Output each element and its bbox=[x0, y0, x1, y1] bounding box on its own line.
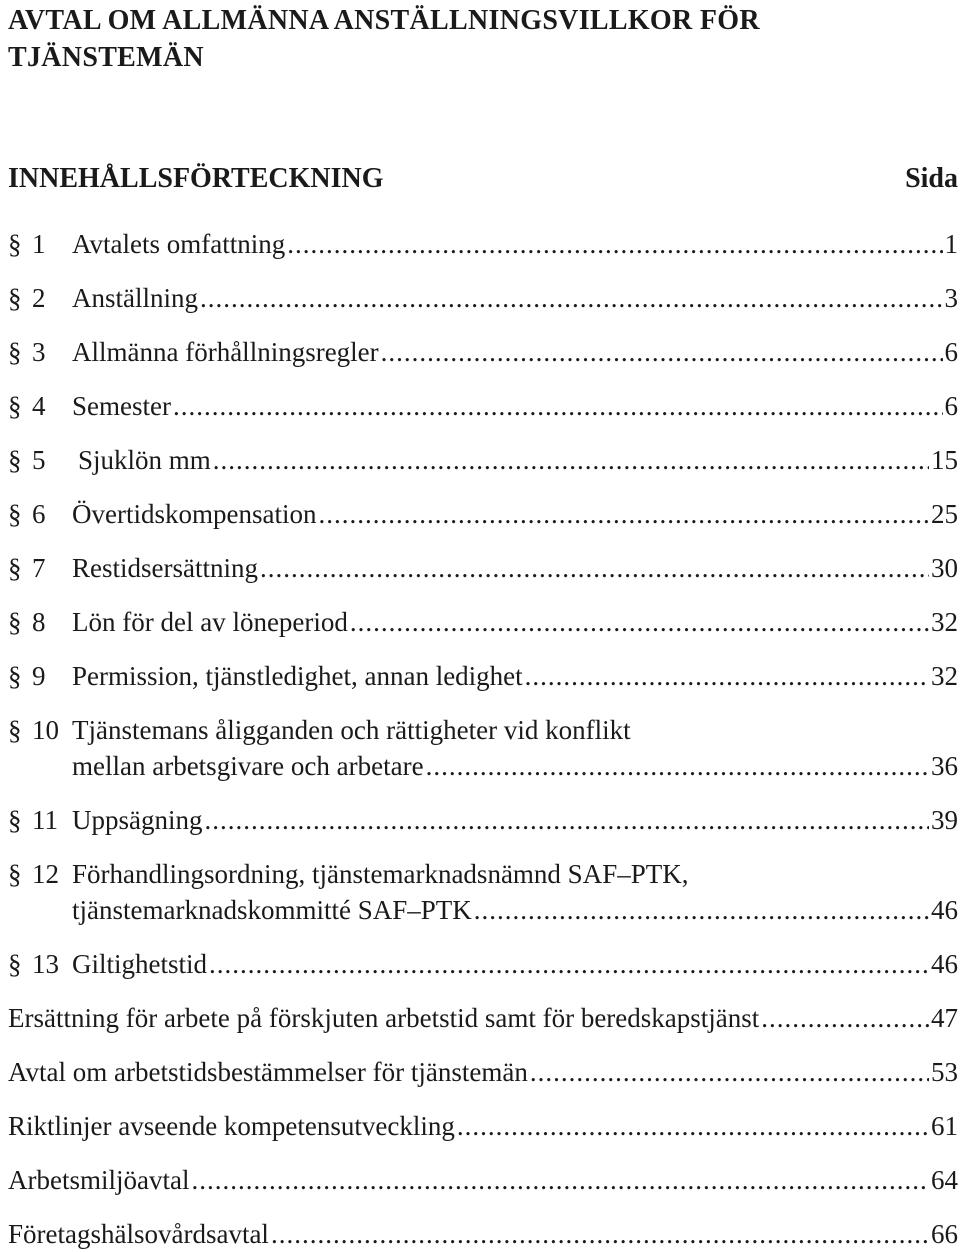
section-number: 4 bbox=[32, 391, 46, 421]
section-number: 13 bbox=[32, 949, 59, 979]
toc-entry-section-3 bbox=[8, 334, 958, 370]
section-number: 8 bbox=[32, 607, 46, 637]
section-title: Sjuklön mm bbox=[78, 445, 211, 475]
toc-entry-section-9 bbox=[8, 658, 958, 694]
section-sign: § bbox=[8, 859, 22, 889]
section-number: 12 bbox=[32, 859, 59, 889]
section-body bbox=[72, 604, 958, 640]
section-title: Restidsersättning bbox=[72, 553, 258, 583]
section-body bbox=[72, 802, 958, 838]
section-title-line bbox=[72, 442, 958, 478]
appendix-title: Arbetsmiljöavtal bbox=[8, 1165, 190, 1195]
appendix-title: Avtal om arbetstidsbestämmelser för tjänstemän bbox=[8, 1057, 528, 1087]
section-number: 1 bbox=[32, 229, 46, 259]
section-title: Övertidskompensation bbox=[72, 499, 317, 529]
section-title-first-line: Tjänstemans åligganden och rättigheter vid konflikt bbox=[72, 715, 631, 745]
dot-leader bbox=[260, 550, 929, 586]
dot-leader bbox=[200, 280, 943, 316]
toc-entry-section-1 bbox=[8, 226, 958, 262]
section-title-line bbox=[72, 604, 958, 640]
toc-entry-appendix bbox=[8, 1162, 958, 1198]
section-title-line bbox=[72, 334, 958, 370]
section-title: Allmänna förhållningsregler bbox=[72, 337, 379, 367]
toc-entry-section-7 bbox=[8, 550, 958, 586]
section-body bbox=[72, 550, 958, 586]
dot-leader bbox=[205, 802, 930, 838]
section-title-line bbox=[72, 892, 958, 928]
section-title-line bbox=[72, 388, 958, 424]
toc-entry-section-13 bbox=[8, 946, 958, 982]
toc-entry-section-8 bbox=[8, 604, 958, 640]
appendix-line bbox=[8, 1054, 958, 1090]
page-number: 39 bbox=[931, 805, 958, 835]
section-sign: § bbox=[8, 283, 22, 313]
page-number: 46 bbox=[931, 895, 958, 925]
page-number: 15 bbox=[931, 445, 958, 475]
page-number: 30 bbox=[931, 553, 958, 583]
section-body bbox=[72, 856, 958, 928]
section-body bbox=[72, 658, 958, 694]
page-number: 3 bbox=[944, 283, 958, 313]
appendix-title: Riktlinjer avseende kompetensutveckling bbox=[8, 1111, 455, 1141]
section-title: Lön för del av löneperiod bbox=[72, 607, 348, 637]
table-of-contents bbox=[8, 226, 958, 1252]
section-body bbox=[72, 712, 958, 784]
section-title-line bbox=[72, 496, 958, 532]
dot-leader bbox=[474, 892, 929, 928]
document-title: AVTAL OM ALLMÄNNA ANSTÄLLNINGSVILLKOR FÖR TJÄNSTEMÄN bbox=[8, 5, 760, 73]
section-title: Semester bbox=[72, 391, 171, 421]
section-title-line bbox=[72, 946, 958, 982]
section-title: Giltighetstid bbox=[72, 949, 207, 979]
section-body bbox=[72, 280, 958, 316]
section-title: Anställning bbox=[72, 283, 198, 313]
toc-entry-section-2 bbox=[8, 280, 958, 316]
section-title: mellan arbetsgivare och arbetare bbox=[72, 751, 424, 781]
page-number: 32 bbox=[931, 607, 958, 637]
toc-entry-section-5 bbox=[8, 442, 958, 478]
page-number: 36 bbox=[931, 751, 958, 781]
section-title: tjänstemarknadskommitté SAF–PTK bbox=[72, 895, 472, 925]
dot-leader bbox=[530, 1054, 929, 1090]
toc-heading: INNEHÅLLSFÖRTECKNING bbox=[8, 163, 384, 194]
section-number: 7 bbox=[32, 553, 46, 583]
section-number: 10 bbox=[32, 715, 59, 745]
page-number: 6 bbox=[944, 337, 958, 367]
page-number: 61 bbox=[931, 1111, 958, 1141]
section-sign: § bbox=[8, 229, 22, 259]
section-sign: § bbox=[8, 445, 22, 475]
toc-entry-appendix bbox=[8, 1108, 958, 1144]
dot-leader bbox=[426, 748, 929, 784]
toc-entry-section-11 bbox=[8, 802, 958, 838]
section-body bbox=[72, 388, 958, 424]
page-number: 32 bbox=[931, 661, 958, 691]
appendix-title: Företagshälsovårdsavtal bbox=[8, 1219, 269, 1249]
page-number: 46 bbox=[931, 949, 958, 979]
appendix-line bbox=[8, 1000, 958, 1036]
section-title-line bbox=[72, 550, 958, 586]
section-number: 6 bbox=[32, 499, 46, 529]
section-title: Uppsägning bbox=[72, 805, 203, 835]
dot-leader bbox=[209, 946, 929, 982]
section-sign: § bbox=[8, 553, 22, 583]
section-number: 2 bbox=[32, 283, 46, 313]
section-sign: § bbox=[8, 607, 22, 637]
toc-header bbox=[8, 163, 958, 203]
section-title-line bbox=[72, 748, 958, 784]
dot-leader bbox=[525, 658, 929, 694]
section-title: Avtalets omfattning bbox=[72, 229, 286, 259]
section-sign: § bbox=[8, 337, 22, 367]
section-body bbox=[72, 496, 958, 532]
section-number: 9 bbox=[32, 661, 46, 691]
dot-leader bbox=[173, 388, 943, 424]
section-title-first-line: Förhandlingsordning, tjänstemarknadsnämnd SAF–PTK, bbox=[72, 859, 689, 889]
section-body bbox=[72, 334, 958, 370]
section-title-line bbox=[72, 226, 958, 262]
page-number: 47 bbox=[931, 1003, 958, 1033]
toc-entry-appendix bbox=[8, 1000, 958, 1036]
toc-entry-section-12 bbox=[8, 856, 958, 928]
page-number: 25 bbox=[931, 499, 958, 529]
section-sign: § bbox=[8, 949, 22, 979]
section-title: Permission, tjänstledighet, annan ledighet bbox=[72, 661, 523, 691]
dot-leader bbox=[381, 334, 943, 370]
toc-entry-appendix bbox=[8, 1054, 958, 1090]
section-sign: § bbox=[8, 661, 22, 691]
dot-leader bbox=[191, 1162, 929, 1198]
section-title-line bbox=[72, 658, 958, 694]
toc-entry-section-6 bbox=[8, 496, 958, 532]
section-body bbox=[72, 946, 958, 982]
appendix-line bbox=[8, 1108, 958, 1144]
page-number: 64 bbox=[931, 1165, 958, 1195]
dot-leader bbox=[287, 226, 942, 262]
page-column-heading: Sida bbox=[905, 163, 958, 194]
section-sign: § bbox=[8, 805, 22, 835]
appendix-title: Ersättning för arbete på förskjuten arbetstid samt för beredskapstjänst bbox=[8, 1003, 760, 1033]
toc-entry-section-4 bbox=[8, 388, 958, 424]
dot-leader bbox=[457, 1108, 929, 1144]
section-sign: § bbox=[8, 391, 22, 421]
page-number: 6 bbox=[944, 391, 958, 421]
section-sign: § bbox=[8, 715, 22, 745]
section-body bbox=[72, 442, 958, 478]
dot-leader bbox=[213, 442, 929, 478]
dot-leader bbox=[350, 604, 929, 640]
page-number: 1 bbox=[944, 229, 958, 259]
section-body bbox=[72, 226, 958, 262]
dot-leader bbox=[761, 1000, 929, 1036]
section-number: 3 bbox=[32, 337, 46, 367]
page-number: 66 bbox=[931, 1219, 958, 1249]
appendix-line bbox=[8, 1162, 958, 1198]
page-number: 53 bbox=[931, 1057, 958, 1087]
section-number: 5 bbox=[32, 445, 46, 475]
section-title-line bbox=[72, 280, 958, 316]
section-sign: § bbox=[8, 499, 22, 529]
dot-leader bbox=[318, 496, 929, 532]
section-title-line bbox=[72, 802, 958, 838]
toc-entry-section-10 bbox=[8, 712, 958, 784]
section-number: 11 bbox=[32, 805, 58, 835]
